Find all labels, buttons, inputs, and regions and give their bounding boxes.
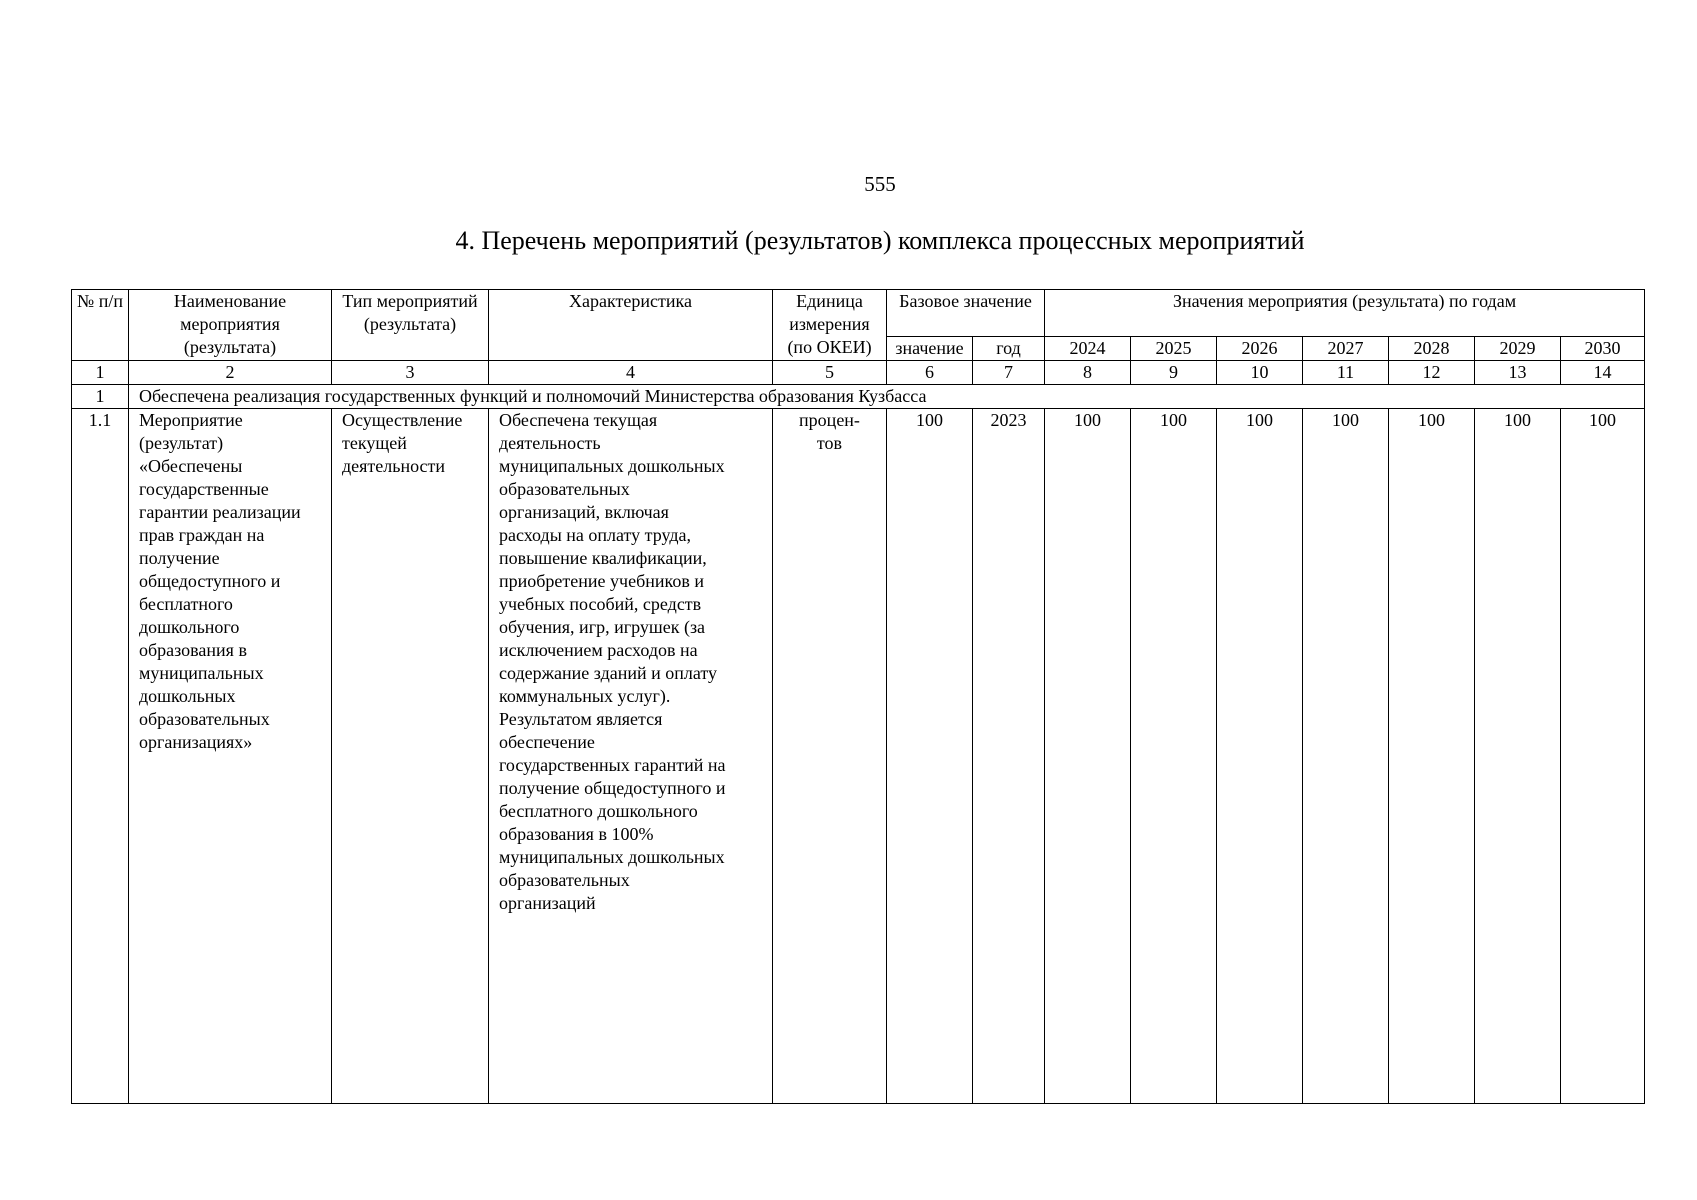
column-number: 6 — [887, 361, 973, 385]
row-value-2027: 100 — [1303, 409, 1389, 1104]
header-unit: Единица измерения (по ОКЕИ) — [773, 290, 887, 361]
header-row — [72, 290, 1645, 337]
column-number: 2 — [129, 361, 332, 385]
row-type: Осуществление текущей деятельности — [332, 409, 489, 1104]
header-base-year-sub: год — [973, 337, 1045, 361]
header-name: Наименование мероприятия (результата) — [129, 290, 332, 361]
header-type: Тип мероприятий (результата) — [332, 290, 489, 361]
header-values-by-year: Значения мероприятия (результата) по годам — [1045, 290, 1645, 337]
group-num: 1 — [72, 385, 129, 409]
table-row — [72, 409, 1645, 1104]
column-number: 12 — [1389, 361, 1475, 385]
column-number: 4 — [489, 361, 773, 385]
header-base-value: Базовое значение — [887, 290, 1045, 337]
header-year: 2027 — [1303, 337, 1389, 361]
column-number: 10 — [1217, 361, 1303, 385]
row-value-2030: 100 — [1561, 409, 1645, 1104]
row-base-value: 100 — [887, 409, 973, 1104]
row-value-2026: 100 — [1217, 409, 1303, 1104]
page-number: 555 — [864, 172, 896, 196]
row-characteristic: Обеспечена текущая деятельность муниципальных дошкольных образовательных организаций, включая расходы на оплату труда, повышение квалификации, приобретение учебников и учебных пособий, средств обучения, игр, игрушек (за исключением расходов на содержание зданий и оплату коммунальных услуг). Результатом является обеспечение государственных гарантий на получение общедоступного и бесплатного дошкольного образования в 100% муниципальных дошкольных образовательных организаций — [489, 409, 773, 1104]
column-numbers-row — [72, 361, 1645, 385]
header-num: № п/п — [72, 290, 129, 361]
column-number: 5 — [773, 361, 887, 385]
column-number: 9 — [1131, 361, 1217, 385]
header-year: 2028 — [1389, 337, 1475, 361]
row-value-2025: 100 — [1131, 409, 1217, 1104]
row-value-2029: 100 — [1475, 409, 1561, 1104]
column-number: 8 — [1045, 361, 1131, 385]
header-characteristic: Характеристика — [489, 290, 773, 361]
row-base-year: 2023 — [973, 409, 1045, 1104]
column-number: 7 — [973, 361, 1045, 385]
row-value-2028: 100 — [1389, 409, 1475, 1104]
column-number: 11 — [1303, 361, 1389, 385]
row-name: Мероприятие (результат) «Обеспечены государственные гарантии реализации прав граждан на получение общедоступного и бесплатного дошкольного образования в муниципальных дошкольных образовательных организациях» — [129, 409, 332, 1104]
header-year: 2029 — [1475, 337, 1561, 361]
header-year: 2024 — [1045, 337, 1131, 361]
column-number: 13 — [1475, 361, 1561, 385]
column-number: 14 — [1561, 361, 1645, 385]
section-title: 4. Перечень мероприятий (результатов) комплекса процессных мероприятий — [455, 226, 1305, 255]
row-num: 1.1 — [72, 409, 129, 1104]
header-year: 2025 — [1131, 337, 1217, 361]
group-row — [72, 385, 1645, 409]
measures-table — [71, 289, 1645, 1104]
header-year: 2026 — [1217, 337, 1303, 361]
header-base-value-sub: значение — [887, 337, 973, 361]
column-number: 1 — [72, 361, 129, 385]
row-value-2024: 100 — [1045, 409, 1131, 1104]
header-year: 2030 — [1561, 337, 1645, 361]
row-unit: процен- тов — [773, 409, 887, 1104]
group-title: Обеспечена реализация государственных функций и полномочий Министерства образования Кузбасса — [129, 385, 1645, 409]
column-number: 3 — [332, 361, 489, 385]
